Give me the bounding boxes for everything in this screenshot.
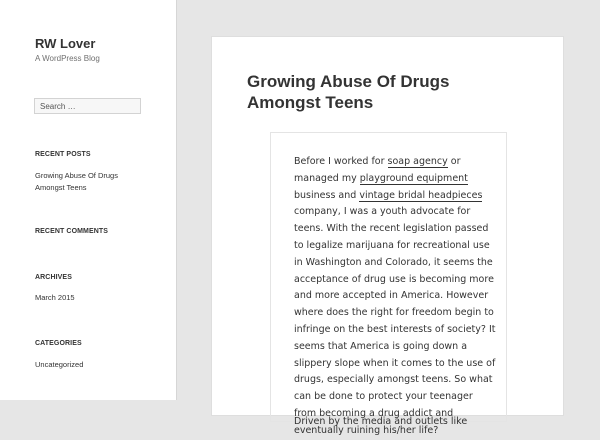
categories-heading: CATEGORIES [35, 340, 82, 347]
vintage-bridal-headpieces-link[interactable]: vintage bridal headpieces [359, 189, 483, 201]
archive-link[interactable]: March 2015 [35, 293, 75, 302]
playground-equipment-link[interactable]: playground equipment [359, 172, 468, 184]
recent-post-link[interactable]: Growing Abuse Of Drugs Amongst Teens [35, 171, 118, 192]
recent-comments-heading: RECENT COMMENTS [35, 228, 109, 235]
soap-agency-link[interactable]: soap agency [387, 156, 448, 167]
text-segment: company, I was a youth advocate for teens. With the recent legislation passed to legalize marijuana for recreational use in Washington and Colorado, it seems the acceptance of drug use is becoming more and more accepted in America. However where does the right for freedom begin to infringe on the best interests of society? It seems that America is going down a slippery slope when it comes to the use of drugs, especially amongst teens. So what can be done to protect your teenager from becoming a drug addict and eventually ruining his/her life? [294, 206, 496, 436]
search-input[interactable] [34, 98, 141, 114]
post-title[interactable]: Growing Abuse Of Drugs Amongst Teens [247, 72, 450, 112]
post-card [211, 36, 564, 436]
site-description: A WordPress Blog [35, 54, 100, 63]
post-content-box [270, 132, 507, 436]
post-paragraph-2: Driven by the media and outlets like [294, 416, 468, 427]
category-link[interactable]: Uncategorized [35, 360, 84, 369]
text-segment: business and [294, 189, 360, 201]
post-paragraph [294, 154, 497, 440]
site-title[interactable]: RW Lover [35, 36, 96, 51]
sidebar [0, 0, 177, 400]
text-segment: or managed my [294, 156, 461, 184]
archives-heading: ARCHIVES [35, 274, 72, 281]
recent-posts-heading: RECENT POSTS [35, 151, 91, 158]
text-segment: Before I worked for [294, 156, 388, 167]
